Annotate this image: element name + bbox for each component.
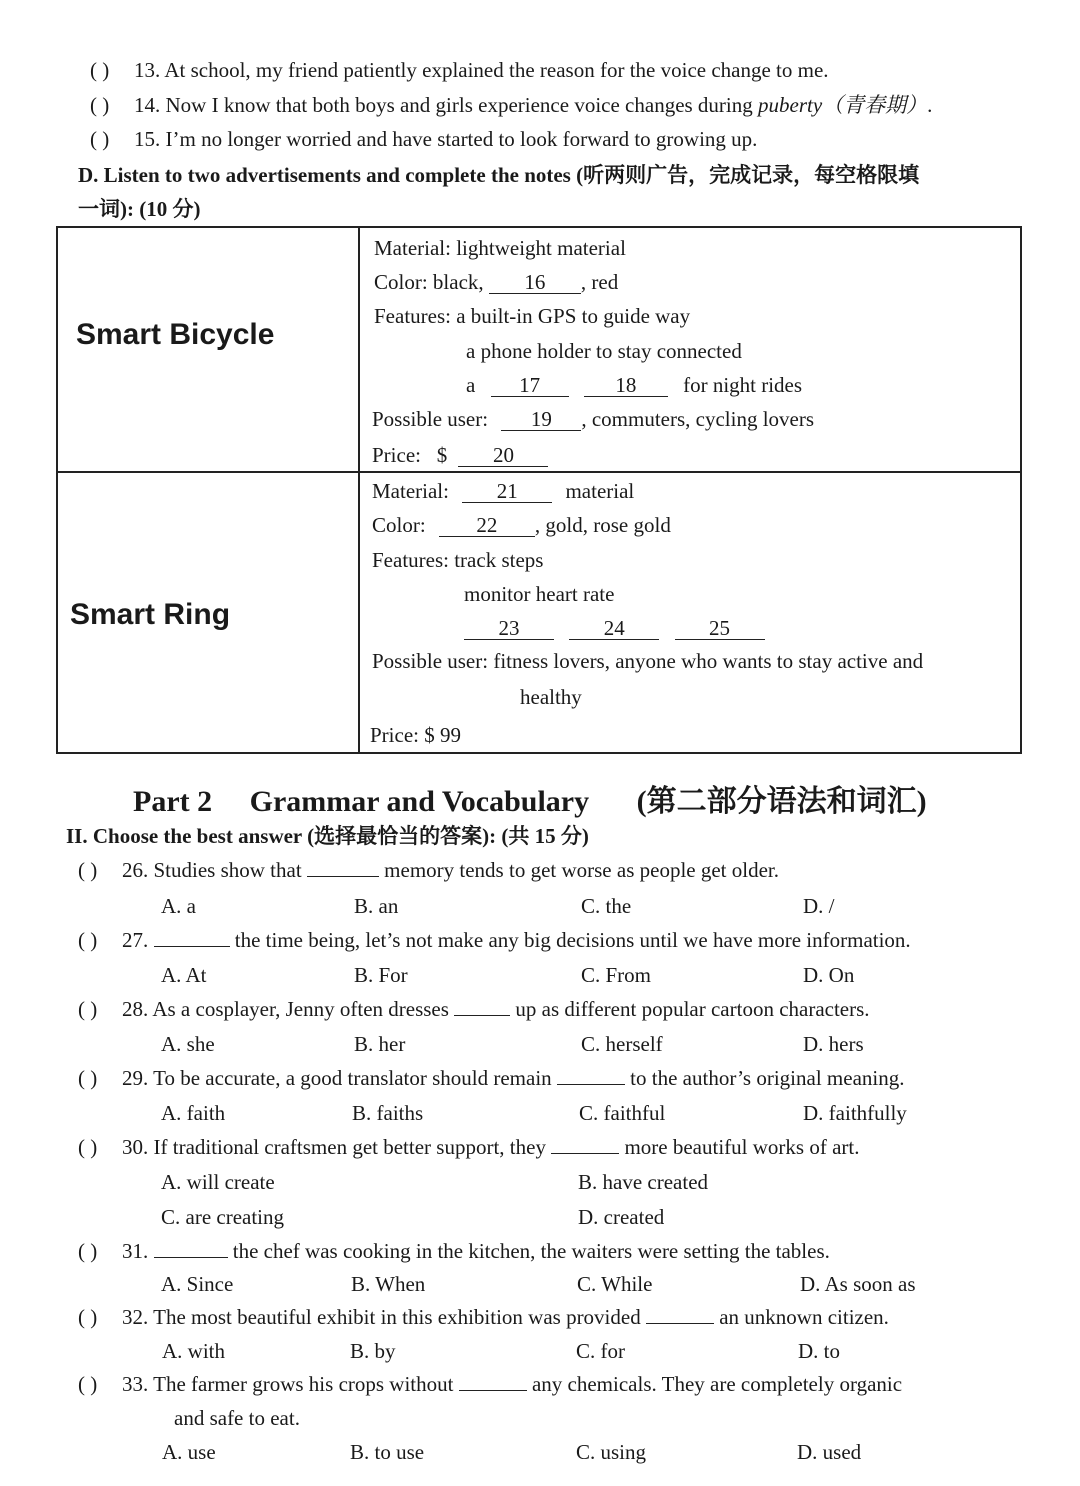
answer-bracket: ( ) <box>78 1135 98 1159</box>
details-cell-bicycle <box>359 227 1021 472</box>
blank-17[interactable]: 17 <box>491 375 569 397</box>
answer-blank[interactable] <box>454 1015 510 1016</box>
option-c[interactable]: C. faithful <box>579 1101 666 1125</box>
question-text: 32. The most beautiful exhibit in this exhibition was provided <box>122 1305 641 1329</box>
option-b[interactable]: B. For <box>354 963 408 987</box>
answer-blank[interactable] <box>154 946 230 947</box>
answer-bracket: ( ) <box>78 1066 98 1090</box>
material-label: Material: <box>372 479 449 503</box>
question-text: 27. <box>122 928 149 952</box>
italic-term: puberty（青春期） <box>758 93 928 117</box>
option-b[interactable]: B. to use <box>350 1440 425 1464</box>
option-a[interactable]: A. faith <box>161 1101 226 1125</box>
user-rest: , commuters, cycling lovers <box>581 407 815 431</box>
question-text: 13. At school, my friend patiently explained the reason for the voice change to me. <box>134 58 829 82</box>
option-b[interactable]: B. When <box>351 1272 426 1296</box>
blank-16[interactable]: 16 <box>489 272 581 294</box>
question-15 <box>90 129 757 150</box>
question-text: 31. <box>122 1239 149 1263</box>
option-a[interactable]: A. a <box>161 894 196 918</box>
material-rest: material <box>565 479 635 503</box>
option-c[interactable]: C. the <box>581 894 632 918</box>
answer-bracket: ( ) <box>78 858 98 882</box>
product-cell-ring <box>57 472 359 753</box>
option-d[interactable]: D. used <box>797 1440 862 1464</box>
option-d[interactable]: D. created <box>578 1205 665 1229</box>
part-title <box>133 776 927 820</box>
answer-bracket: ( ) <box>90 127 110 151</box>
feature-line: monitor heart rate <box>464 582 615 606</box>
question-28 <box>78 999 870 1020</box>
blank-25[interactable]: 25 <box>675 618 765 640</box>
answer-bracket: ( ) <box>90 58 110 82</box>
option-d[interactable]: D. to <box>798 1339 840 1363</box>
section-d-title: D. Listen to two advertisements and complete the notes (听两则广告，完成记录，每空格限填 <box>78 163 920 187</box>
blank-20[interactable]: 20 <box>458 445 548 467</box>
feature-line <box>464 618 765 640</box>
option-c[interactable]: C. While <box>577 1272 653 1296</box>
user-line: Possible user: fitness lovers, anyone who wants to stay active and <box>372 649 924 673</box>
question-31 <box>78 1241 830 1262</box>
option-c[interactable]: C. herself <box>581 1032 663 1056</box>
question-32 <box>78 1307 889 1328</box>
question-text: an unknown citizen. <box>719 1305 889 1329</box>
color-label: Color: <box>372 513 426 537</box>
question-text: 33. The farmer grows his crops without <box>122 1372 454 1396</box>
option-a[interactable]: A. use <box>162 1440 216 1464</box>
material-line <box>372 481 634 503</box>
option-d[interactable]: D. On <box>803 963 855 987</box>
color-rest: , red <box>580 270 619 294</box>
answer-bracket: ( ) <box>78 928 98 952</box>
feature-line: a phone holder to stay connected <box>466 339 742 363</box>
question-text: 14. Now I know that both boys and girls experience voice changes during <box>134 93 759 117</box>
question-text: 28. As a cosplayer, Jenny often dresses <box>122 997 449 1021</box>
option-c[interactable]: C. are creating <box>161 1205 285 1229</box>
user-line <box>372 409 814 431</box>
color-line <box>372 515 671 537</box>
option-a[interactable]: A. At <box>161 963 207 987</box>
question-14 <box>90 95 932 116</box>
answer-blank[interactable] <box>551 1153 619 1154</box>
option-a[interactable]: A. Since <box>161 1272 234 1296</box>
question-27 <box>78 930 911 951</box>
option-b[interactable]: B. her <box>354 1032 406 1056</box>
color-rest: , gold, rose gold <box>534 513 671 537</box>
option-c[interactable]: C. for <box>576 1339 625 1363</box>
section-d-title-cont: 一词): (10 分) <box>78 197 201 221</box>
answer-bracket: ( ) <box>90 93 110 117</box>
part-number: Part 2 <box>133 785 213 818</box>
question-text: the time being, let’s not make any big decisions until we have more information. <box>234 928 911 952</box>
option-d[interactable]: D. hers <box>803 1032 864 1056</box>
part-name-cn: (第二部分语法和词汇) <box>636 785 927 818</box>
option-c[interactable]: C. using <box>576 1440 647 1464</box>
option-d[interactable]: D. As soon as <box>800 1272 916 1296</box>
blank-21[interactable]: 21 <box>462 481 552 503</box>
user-line-cont: healthy <box>520 685 582 709</box>
question-text: memory tends to get worse as people get older. <box>384 858 779 882</box>
option-c[interactable]: C. From <box>581 963 652 987</box>
material-line: Material: lightweight material <box>374 236 626 260</box>
question-text: to the author’s original meaning. <box>630 1066 905 1090</box>
option-b[interactable]: B. an <box>354 894 399 918</box>
question-text: more beautiful works of art. <box>624 1135 860 1159</box>
answer-blank[interactable] <box>459 1390 527 1391</box>
answer-blank[interactable] <box>307 876 379 877</box>
answer-bracket: ( ) <box>78 1305 98 1329</box>
option-a[interactable]: A. with <box>162 1339 225 1363</box>
option-a[interactable]: A. will create <box>161 1170 275 1194</box>
color-label: Color: black, <box>374 270 489 294</box>
features-line: Features: track steps <box>372 548 544 572</box>
question-30 <box>78 1137 859 1158</box>
feature-rest: for night rides <box>683 373 803 397</box>
article: a <box>466 373 476 397</box>
notes-table <box>56 226 1022 754</box>
option-d[interactable]: D. / <box>803 894 835 918</box>
question-text: 29. To be accurate, a good translator should remain <box>122 1066 552 1090</box>
answer-bracket: ( ) <box>78 1372 98 1396</box>
price-label: Price: $ <box>372 443 448 467</box>
blank-24[interactable]: 24 <box>569 618 659 640</box>
option-d[interactable]: D. faithfully <box>803 1101 907 1125</box>
option-b[interactable]: B. by <box>350 1339 396 1363</box>
feature-line <box>466 375 802 397</box>
question-33 <box>78 1374 902 1395</box>
question-text: up as different popular cartoon characters. <box>515 997 870 1021</box>
user-label: Possible user: <box>372 407 489 431</box>
question-text: 30. If traditional craftsmen get better support, they <box>122 1135 546 1159</box>
answer-blank[interactable] <box>646 1323 714 1324</box>
question-text: 15. I’m no longer worried and have started to look forward to growing up. <box>134 127 758 151</box>
question-text: the chef was cooking in the kitchen, the waiters were setting the tables. <box>232 1239 830 1263</box>
question-33-cont: and safe to eat. <box>174 1406 300 1430</box>
answer-bracket: ( ) <box>78 1239 98 1263</box>
product-name: Smart Bicycle <box>76 318 275 351</box>
part-name: Grammar and Vocabulary <box>249 785 590 818</box>
features-line: Features: a built-in GPS to guide way <box>374 304 691 328</box>
question-13 <box>90 60 829 81</box>
question-text: any chemicals. They are completely organic <box>531 1372 903 1396</box>
answer-blank[interactable] <box>154 1257 228 1258</box>
product-name: Smart Ring <box>70 598 231 631</box>
option-b[interactable]: B. faiths <box>352 1101 424 1125</box>
blank-23[interactable]: 23 <box>464 618 554 640</box>
price-line <box>372 445 548 467</box>
blank-18[interactable]: 18 <box>584 375 668 397</box>
blank-19[interactable]: 19 <box>501 409 581 431</box>
product-cell-bicycle <box>57 227 359 472</box>
color-line <box>374 272 618 294</box>
question-29 <box>78 1068 904 1089</box>
price-line: Price: $ 99 <box>370 723 461 747</box>
answer-blank[interactable] <box>557 1084 625 1085</box>
option-b[interactable]: B. have created <box>578 1170 709 1194</box>
question-punct: . <box>927 93 933 117</box>
answer-bracket: ( ) <box>78 997 98 1021</box>
question-text: 26. Studies show that <box>122 858 302 882</box>
option-a[interactable]: A. she <box>161 1032 215 1056</box>
blank-22[interactable]: 22 <box>439 515 535 537</box>
section-ii-title: II. Choose the best answer (选择最恰当的答案): (共 15 分) <box>66 824 589 848</box>
details-cell-ring <box>359 472 1021 753</box>
question-26 <box>78 860 779 881</box>
